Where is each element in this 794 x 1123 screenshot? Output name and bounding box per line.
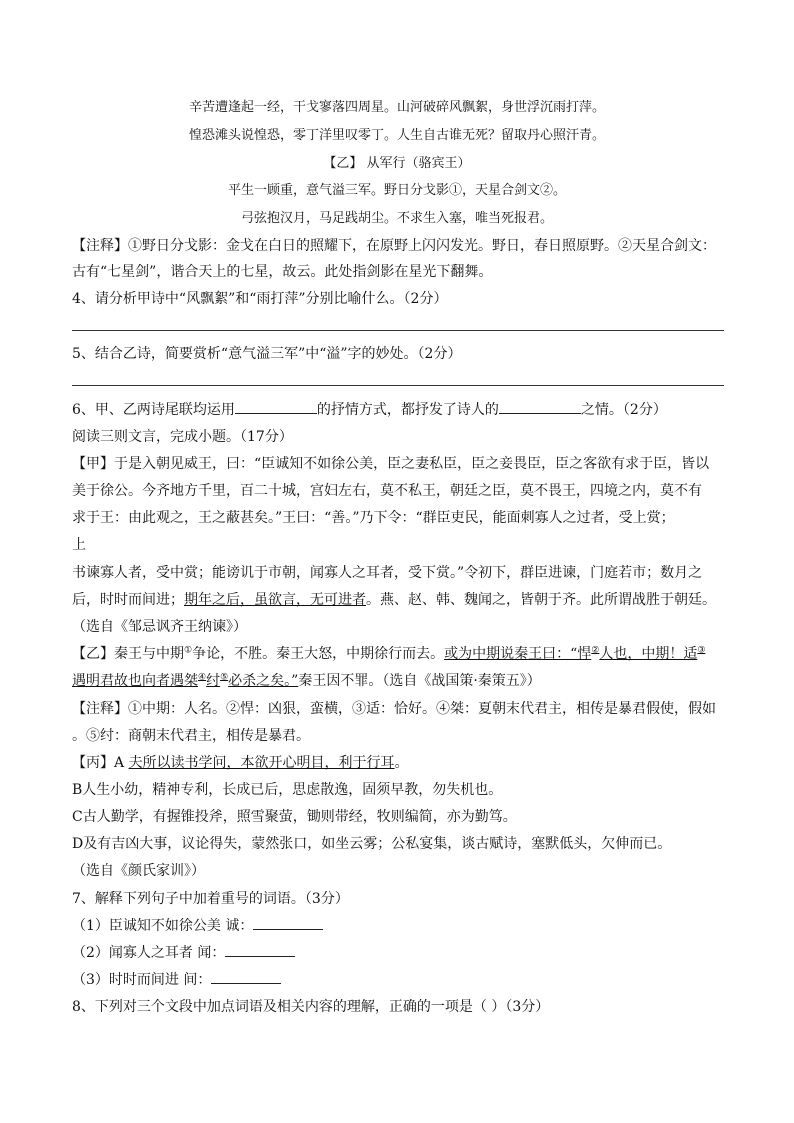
text-bing-line-1 xyxy=(72,752,409,772)
text-yi-line-1 xyxy=(72,643,705,663)
text-jia-source: （选自《邹忌讽齐王纳谏》） xyxy=(72,619,247,635)
text-yi-note-line-2: 。⑤纣：商朝末代君主，相传是暴君。 xyxy=(72,728,310,744)
q7-blank-1[interactable] xyxy=(253,916,323,930)
poem-note-line-2: 古有“七星剑”，谐合天上的七星，故云。此处指剑影在星光下翻舞。 xyxy=(72,264,493,280)
text-bing-line-d: D及有吉凶大事，议论得失，蒙然张口，如坐云雾；公私宴集，谈古赋诗，塞默低头，欠伸而已。 xyxy=(72,836,672,852)
q7-item-2 xyxy=(72,942,295,962)
footnote-marker-2: ② xyxy=(591,645,600,656)
q6-part-b: 的抒情方式，都抒发了诗人的 xyxy=(316,402,499,418)
q6-blank-2[interactable] xyxy=(499,400,581,414)
question-6 xyxy=(72,399,667,419)
q7-blank-3[interactable] xyxy=(211,970,281,984)
poem-note-line-1: 【注释】①野日分戈影：金戈在白日的照耀下，在原野上闪闪发光。野日，春日照原野。②天星合剑文： xyxy=(72,238,716,254)
text-yi-1-underlined-b: 人也，中期！适 xyxy=(599,646,698,662)
poem-jia-line-1: 辛苦遭逢起一经，干戈寥落四周星。山河破碎风飘絮，身世浮沉雨打萍。 xyxy=(188,100,605,115)
text-jia-line-3: 求于王：由此观之，王之蔽甚矣。”王曰：“善。”乃下令：“群臣吏民，能面刺寡人之过者，受上赏； xyxy=(72,510,675,526)
question-4: 4、请分析甲诗中“风飘絮”和“雨打萍”分别比喻什么。（2分） xyxy=(72,291,448,307)
text-bing-1a: 【丙】A xyxy=(72,755,129,771)
text-yi-line-2 xyxy=(72,670,541,690)
text-bing-1b: 。 xyxy=(394,755,409,771)
text-yi-2-underlined-b: 纣 xyxy=(206,673,221,689)
q6-part-a: 6、甲、乙两诗尾联均运用 xyxy=(72,402,235,418)
reading-intro: 阅读三则文言，完成小题。（17分） xyxy=(72,429,293,445)
poem-yi-title: 【乙】 从军行（骆宾王） xyxy=(323,156,471,171)
text-bing-source: （选自《颜氏家训》） xyxy=(72,863,205,879)
q6-part-c: 之情。（2分） xyxy=(580,402,667,418)
text-yi-2b: 秦王因不罪。（选自《战国策·秦策五》） xyxy=(298,673,541,689)
footnote-marker-3: ③ xyxy=(697,645,706,656)
q7-item-1 xyxy=(72,915,323,935)
text-yi-2-underlined-c: 必杀之矣。” xyxy=(228,673,299,689)
text-bing-line-b: B人生小幼，精神专利，长成已后，思虑散逸，固须早教，勿失机也。 xyxy=(72,782,503,798)
footnote-marker-5: ⑤ xyxy=(220,672,229,683)
q7-item-1-text: （1）臣诚知不如徐公美 诚： xyxy=(72,918,254,934)
text-bing-1-underlined: 夫所以读书学问，本欲开心明目，利于行耳 xyxy=(128,755,395,771)
text-yi-1b: 争论，不胜。秦王大怒，中期徐行而去。 xyxy=(192,646,445,662)
text-yi-2-underlined-a: 遇明君故也向者遇桀 xyxy=(72,673,198,689)
text-jia-6-underlined: 期年之后，虽欲言，无可进者 xyxy=(184,592,366,608)
footnote-marker-1: ① xyxy=(184,645,193,656)
q7-blank-2[interactable] xyxy=(225,943,295,957)
answer-line-q5[interactable] xyxy=(72,385,724,386)
text-jia-line-2: 美于徐公。今齐地方千里，百二十城，宫妇左右，莫不私王，朝廷之臣，莫不畏王，四境之内，莫不有 xyxy=(72,483,702,499)
text-yi-1-underlined-a: 或为中期说秦王曰：“悍 xyxy=(444,646,592,662)
footnote-marker-4: ④ xyxy=(198,672,207,683)
text-yi-note-line-1: 【注释】①中期：人名。②悍：凶狠，蛮横，③适：恰好。④桀：夏朝末代君主，相传是暴君假使，假如 xyxy=(72,701,716,717)
poem-yi-line-1: 平生一顾重，意气溢三军。野日分戈影①，天星合剑文②。 xyxy=(227,183,566,198)
text-jia-line-6 xyxy=(72,589,716,609)
text-jia-line-4: 上 xyxy=(72,537,86,553)
q7-item-3-text: （3）时时而间进 间： xyxy=(72,972,212,988)
text-yi-1a: 【乙】秦王与中期 xyxy=(72,646,184,662)
poem-jia-line-2: 惶恐滩头说惶恐，零丁洋里叹零丁。人生自古谁无死？留取丹心照汗青。 xyxy=(188,128,605,143)
question-8: 8、下列对三个文段中加点词语及相关内容的理解，正确的一项是（ ）（3分） xyxy=(72,999,550,1015)
question-7: 7、解释下列句子中加着重号的词语。（3分） xyxy=(72,891,349,907)
q7-item-2-text: （2）闻寡人之耳者 闻： xyxy=(72,945,226,961)
text-bing-line-c: C古人勤学，有握锥投斧，照雪聚萤，锄则带经，牧则编简，亦为勤笃。 xyxy=(72,809,517,825)
text-jia-line-5: 书谏寡人者，受中赏；能谤讥于市朝，闻寡人之耳者，受下赏。”令初下，群臣进谏，门庭若市；数月之 xyxy=(72,565,703,581)
answer-line-q4[interactable] xyxy=(72,330,724,331)
text-jia-6a: 后，时时而间进； xyxy=(72,592,184,608)
text-jia-line-1: 【甲】于是入朝见威王，曰：“臣诚知不如徐公美，臣之妻私臣，臣之妾畏臣，臣之客欲有求于臣，皆以 xyxy=(72,456,710,472)
q7-item-3 xyxy=(72,969,281,989)
question-5: 5、结合乙诗，简要赏析“意气溢三军”中“溢”字的妙处。（2分） xyxy=(72,346,462,362)
poem-yi-line-2: 弓弦抱汉月，马足践胡尘。不求生入塞，唯当死报君。 xyxy=(240,211,553,226)
q6-blank-1[interactable] xyxy=(235,400,317,414)
text-jia-6b: 。燕、赵、韩、魏闻之，皆朝于齐。此所谓战胜于朝廷。 xyxy=(366,592,716,608)
